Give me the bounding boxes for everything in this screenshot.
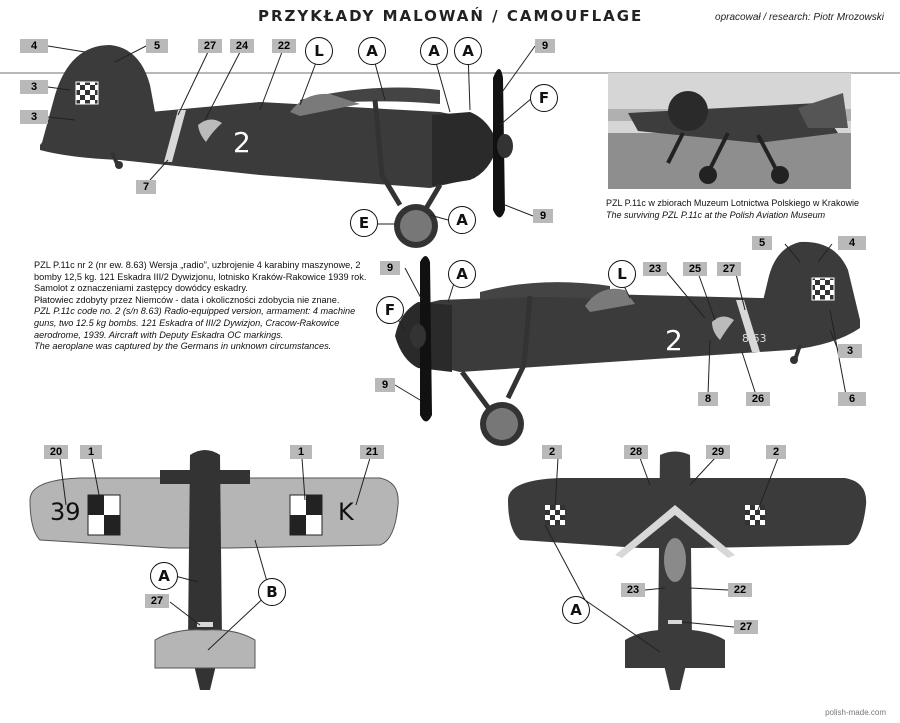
plan-underside-aircraft [30, 450, 398, 690]
callout: 25 [683, 262, 707, 276]
photo-caption-en: The surviving PZL P.11c at the Polish Aviation Museum [606, 210, 826, 220]
callout: 27 [198, 39, 222, 53]
callout: 9 [380, 261, 400, 275]
callout: 4 [20, 39, 48, 53]
callout: 21 [360, 445, 384, 459]
description-en-1: PZL P.11c code no. 2 (s/n 8.63) Radio-equipped version, armament: 4 machine guns, two 12.5 kg bombs. 121 Eskadra of III/2 Dywizjon, Cracow-Rakowice aerodrome, 1939. Aircraft with Deputy Eskadra OC markings. [34, 306, 356, 340]
wing-marking-left: 39 [50, 498, 81, 526]
museum-photo [608, 73, 851, 189]
callout: 23 [621, 583, 645, 597]
description-en-2: The aeroplane was captured by the Germans in unknown circumstances. [34, 341, 332, 352]
serial-number: 8.63 [742, 332, 767, 345]
callout: 8 [698, 392, 718, 406]
callout: 1 [290, 445, 312, 459]
photo-caption-pl: PZL P.11c w zbiorach Muzeum Lotnictwa Polskiego w Krakowie [606, 198, 859, 208]
callout-circle: A [150, 562, 178, 590]
callout: 27 [717, 262, 741, 276]
callout: 29 [706, 445, 730, 459]
callout-circle: A [448, 260, 476, 288]
callout: 5 [146, 39, 168, 53]
callout: 2 [766, 445, 786, 459]
profile-top-aircraft [40, 45, 513, 248]
callout: 9 [533, 209, 553, 223]
callout: 9 [535, 39, 555, 53]
description-pl-1: PZL P.11c nr 2 (nr ew. 8.63) Wersja „radio”, uzbrojenie 4 karabiny maszynowe, 2 bomby 12,5 kg. 121 Eskadra III/2 Dywizjonu, lotnisko Kraków-Rakowice 1939 rok. Samolot z oznaczeniami zastępcy dowódcy eskadry. [34, 260, 367, 294]
code-number-right: 2 [665, 324, 683, 357]
callout: 5 [752, 236, 772, 250]
callout: 3 [20, 80, 48, 94]
callout-circle: L [608, 260, 636, 288]
plan-upper-aircraft [508, 452, 866, 691]
callout: 24 [230, 39, 254, 53]
code-number-top: 2 [233, 126, 251, 159]
callout: 9 [375, 378, 395, 392]
callout-circle: A [562, 596, 590, 624]
description-pl-2: Płatowiec zdobyty przez Niemców - data i okoliczności zdobycia nie znane. [34, 294, 340, 305]
callout-circle: F [376, 296, 404, 324]
research-credit: opracował / research: Piotr Mrozowski [715, 12, 884, 23]
callout: 3 [838, 344, 862, 358]
callout-circle: A [420, 37, 448, 65]
callout-circle: L [305, 37, 333, 65]
callout: 3 [20, 110, 48, 124]
callout-circle: B [258, 578, 286, 606]
callout: 22 [272, 39, 296, 53]
wing-marking-right: K [338, 498, 354, 526]
callout: 27 [145, 594, 169, 608]
callout: 20 [44, 445, 68, 459]
callout: 27 [734, 620, 758, 634]
callout: 23 [643, 262, 667, 276]
callout: 22 [728, 583, 752, 597]
aircraft-description [34, 260, 379, 353]
page-title: PRZYKŁADY MALOWAŃ / CAMOUFLAGE [258, 7, 644, 25]
callout-circle: F [530, 84, 558, 112]
callout: 6 [838, 392, 866, 406]
photo-caption [606, 197, 896, 221]
callout: 7 [136, 180, 156, 194]
callout-circle: A [454, 37, 482, 65]
callout: 28 [624, 445, 648, 459]
callout: 4 [838, 236, 866, 250]
callout-circle: A [358, 37, 386, 65]
callout-circle: E [350, 209, 378, 237]
callout: 26 [746, 392, 770, 406]
callout-circle: A [448, 206, 476, 234]
callout: 2 [542, 445, 562, 459]
watermark: polish-made.com [825, 708, 886, 717]
callout: 1 [80, 445, 102, 459]
